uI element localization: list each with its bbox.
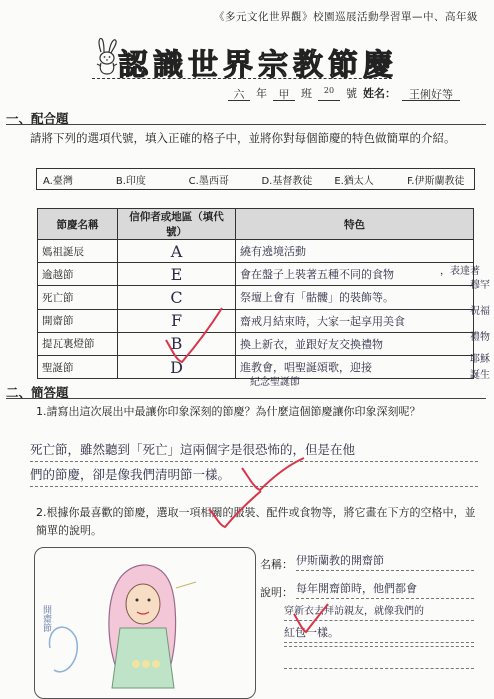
feature-cell[interactable]: 祭壇上會有「骷髏」的裝飾等。 xyxy=(236,286,474,309)
festival-name: 聖誕節 xyxy=(38,355,118,378)
name-label: 姓名： xyxy=(363,87,396,100)
grade-value[interactable]: 六 xyxy=(228,86,250,101)
answer-cell[interactable]: A xyxy=(118,240,236,263)
name-value[interactable]: 王俐好等 xyxy=(402,86,460,101)
option-c: C.墨西哥 xyxy=(188,175,229,187)
class-label: 班 xyxy=(301,87,312,100)
table-row xyxy=(38,263,474,286)
side-note: 耶穌 xyxy=(470,354,490,365)
number-label: 號 xyxy=(346,87,357,100)
answer-cell[interactable]: C xyxy=(118,286,236,309)
table-row xyxy=(38,240,474,263)
section2-divider xyxy=(6,398,486,399)
question-2: 2.根據你最喜歡的節慶，選取一項相關的服裝、配件或食物等，將它畫在下方的空格中，並簡單的說明。 xyxy=(36,506,476,537)
item-name-label: 名稱： xyxy=(260,558,293,571)
answer-1-line[interactable]: 死亡節，雖然聽到「死亡」這兩個字是很恐怖的，但是在他 xyxy=(30,437,478,462)
festival-name: 開齋節 xyxy=(38,309,118,332)
options-box xyxy=(36,168,475,190)
item-name-value[interactable]: 伊斯蘭教的開齋節 xyxy=(296,552,474,571)
check-mark-icon xyxy=(160,300,230,370)
class-value[interactable]: 甲 xyxy=(273,86,295,101)
table-header-row xyxy=(38,209,474,240)
check-mark-icon xyxy=(290,600,330,640)
option-b: B.印度 xyxy=(115,175,146,187)
side-note: 穆罕 xyxy=(470,280,490,291)
side-note: ，表達著 xyxy=(440,266,480,277)
title-underline xyxy=(92,78,392,79)
festival-name: 提瓦裏燈節 xyxy=(38,332,118,355)
worksheet-header: 《多元文化世界觀》校園巡展活動學習單—中、高年級 xyxy=(214,11,478,23)
table-row xyxy=(38,332,474,355)
header-feature: 特色 xyxy=(236,209,474,240)
section1-divider xyxy=(6,124,486,125)
class-info-line xyxy=(228,85,460,101)
feature-cell[interactable]: 會在盤子上裝著五種不同的食物 xyxy=(236,263,474,286)
feature-cell[interactable]: 繞有遶境活動 xyxy=(236,240,474,263)
section2-title: 二、簡答題 xyxy=(6,385,69,400)
drawing-caption: 開齋節 xyxy=(41,605,51,632)
item-desc-line[interactable]: 穿新衣去拜訪親友，就像我們的 xyxy=(284,602,474,621)
item-desc-line[interactable]: 紅包一樣。 xyxy=(284,624,474,643)
festival-table xyxy=(37,208,474,379)
item-desc-line[interactable]: 每年開齋節時，他們都會 xyxy=(296,580,474,599)
grade-label: 年 xyxy=(256,87,267,100)
section1-title: 一、配合題 xyxy=(6,111,69,126)
header-believer: 信仰者或地區（填代號） xyxy=(118,209,236,240)
answer-cell[interactable]: D xyxy=(118,355,236,378)
table-row xyxy=(38,309,474,332)
feature-cell[interactable]: 進教會，唱聖誕頌歌，迎接 xyxy=(236,355,474,378)
feature-cell[interactable]: 齋戒月結束時，大家一起享用美食 xyxy=(236,309,474,332)
option-f: F.伊斯蘭教徒 xyxy=(407,175,465,187)
side-note: 誕生 xyxy=(470,370,490,381)
question-1: 1.請寫出這次展出中最讓你印象深刻的節慶？為什麼這個節慶讓你印象深刻呢？ xyxy=(36,405,421,418)
answer-cell[interactable]: E xyxy=(118,263,236,286)
option-e: E.猶太人 xyxy=(334,175,374,187)
festival-name: 媽祖誕辰 xyxy=(38,240,118,263)
table-row xyxy=(38,286,474,309)
answer-cell[interactable]: B xyxy=(118,332,236,355)
option-a: A.臺灣 xyxy=(43,175,73,187)
answer-1-line[interactable]: 們的節慶，卻是像我們清明節一樣。 xyxy=(30,462,478,487)
section1-instruction: 請將下列的選項代號，填入正確的格子中，並將你對每個節慶的特色做簡單的介紹。 xyxy=(30,131,456,145)
worksheet-title: 認識世界宗教節慶 xyxy=(118,48,398,83)
check-mark-icon xyxy=(205,485,265,530)
empty-answer-line xyxy=(284,646,474,647)
festival-name: 死亡節 xyxy=(38,286,118,309)
option-d: D.基督教徒 xyxy=(261,175,313,187)
empty-answer-line xyxy=(284,668,474,669)
below-table-note: 紀念聖誕節 xyxy=(250,377,300,388)
side-note: 禮物 xyxy=(470,332,490,343)
answer-cell[interactable]: F xyxy=(118,309,236,332)
girl-drawing-icon xyxy=(36,548,252,696)
number-value[interactable]: 20 xyxy=(318,86,340,101)
feature-cell[interactable]: 換上新衣，並跟好友交換禮物 xyxy=(236,332,474,355)
header-festival-name: 節慶名稱 xyxy=(38,209,118,240)
item-desc-label: 說明： xyxy=(260,586,293,599)
festival-name: 逾越節 xyxy=(38,263,118,286)
side-note: 祝福 xyxy=(470,306,490,317)
